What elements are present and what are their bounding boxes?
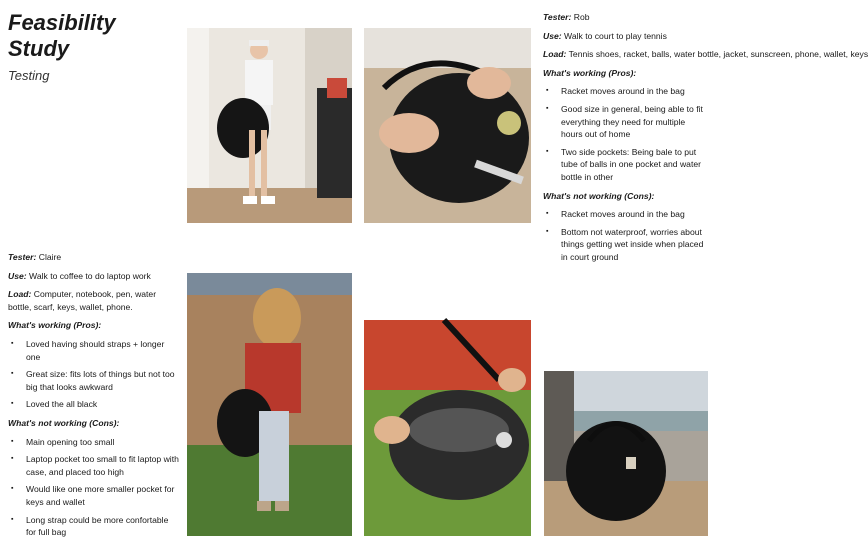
page-title: Feasibility Study [8,10,116,61]
rob-pro-item: ▪ Two side pockets: Being bale to put tube of balls in one pocket and water bottle in other [543,146,708,184]
photo-bag-interior-tennis [364,28,531,223]
claire-tester-line [8,251,180,264]
rob-use-text: Walk to court to play tennis [564,30,667,41]
claire-con-item: ▪ Main opening too small [8,436,180,449]
claire-load-line [8,288,180,313]
claire-load-text: Computer, notebook, pen, water bottle, scarf, keys, wallet, phone. [8,289,157,312]
claire-con-item: ▪ Laptop pocket too small to fit laptop with case, and placed too high [8,453,180,478]
claire-tester-name: Claire [38,252,62,262]
claire-pros-heading: What's working (Pros): [8,320,102,331]
load-label: Load: [543,49,567,60]
photo-claire-wearing-bag [187,273,352,536]
rob-use-line [543,30,708,43]
use-label: Use: [543,30,562,41]
rob-cons-list [543,208,708,263]
load-label: Load: [8,289,32,300]
tester-label: Tester: [8,252,37,262]
claire-notes [8,251,180,545]
tester-label: Tester: [543,12,572,22]
claire-cons-list [8,436,180,539]
claire-use-text: Walk to coffee to do laptop work [29,270,151,281]
rob-load-text: Tennis shoes, racket, balls, water bottle, jacket, sunscreen, phone, wallet, keys [568,49,868,60]
claire-con-item: ▪ Long strap could be more confortable for full bag [8,514,180,539]
rob-cons-heading: What's not working (Cons): [543,190,655,201]
claire-pro-item: ▪ Great size: fits lots of things but not too big that looks awkward [8,368,180,393]
rob-con-item: ▪ Racket moves around in the bag [543,208,708,221]
claire-cons-heading: What's not working (Cons): [8,417,120,428]
claire-pros-list [8,338,180,411]
claire-pro-item: ▪ Loved the all black [8,398,180,411]
claire-use-line [8,270,180,283]
rob-notes [543,11,868,270]
rob-pro-item: ▪ Good size in general, being able to fit everything they need for multiple hours out of home [543,103,708,141]
claire-pro-item: ▪ Loved having should straps + longer one [8,338,180,363]
photo-bag-on-grass [364,320,531,536]
rob-pros-list [543,85,708,183]
rob-con-item: ▪ Bottom not waterproof, worries about things getting wet inside when placed in court ground [543,226,708,264]
photo-bag-by-window [544,371,708,536]
rob-load-line [543,48,868,61]
rob-pro-item: ▪ Racket moves around in the bag [543,85,708,98]
rob-pros-heading: What's working (Pros): [543,67,637,78]
use-label: Use: [8,270,27,281]
claire-con-item: ▪ Would like one more smaller pocket for keys and wallet [8,483,180,508]
photo-rob-holding-bag [187,28,352,223]
rob-tester-name: Rob [573,12,590,22]
rob-tester-line [543,11,708,24]
page-subtitle: Testing [8,68,50,83]
